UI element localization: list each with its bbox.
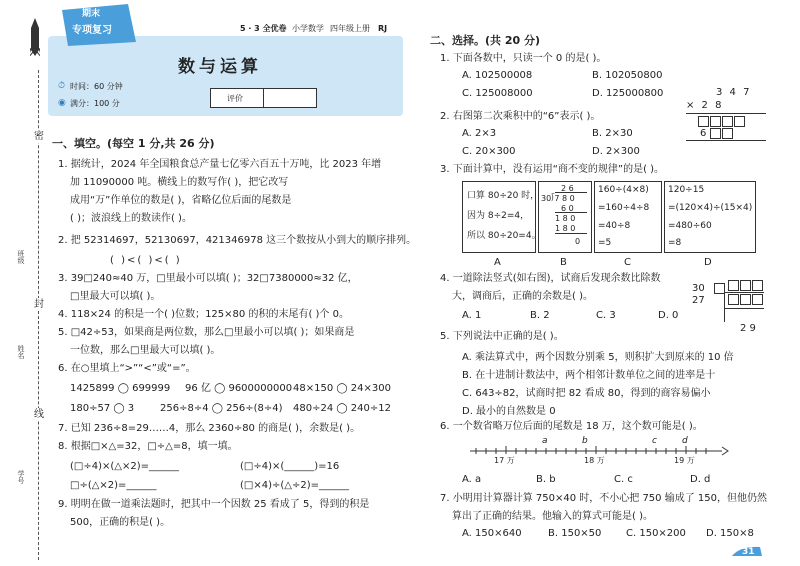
p2-q4-line2: 大，调商后，正确的余数是( )。	[452, 291, 593, 302]
p2-q4-opt-d: D. 0	[658, 310, 679, 321]
p1-q1-line2: 加 11090000 吨。横线上的数写作( )，把它改写	[70, 177, 289, 188]
point-a: a	[542, 436, 548, 446]
time-label: 时间：60 分钟	[70, 82, 123, 91]
p2-q2: 2. 右图第二次乘积中的“6”表示( )。	[440, 111, 601, 122]
page-number-badge	[730, 544, 764, 560]
score-label: 满分：100 分	[70, 99, 120, 108]
fig-digit-six: 6	[700, 128, 707, 139]
p1-q4: 4. 118×24 的积是一个( )位数；125×80 的积的末尾有( )个 0。	[58, 309, 349, 320]
p2-q6-opt-c: C. c	[614, 474, 633, 485]
p1-q6-r1c2: 96 亿 ◯ 9600000000	[185, 383, 293, 394]
p2-q2-opt-a: A. 2×3	[462, 128, 497, 139]
point-c: c	[652, 436, 657, 446]
p2-q7-line1: 7. 小明用计算器计算 750×40 时，不小心把 750 输成了 150，但他仍然	[440, 493, 767, 504]
p1-q6: 6. 在○里填上“>”“<”或“=”。	[58, 363, 196, 374]
p2-q4-figure: 30 27 2 9	[692, 280, 764, 336]
p2-q5-opt-a: A. 乘法算式中，两个因数分别乘 5，则积扩大到原来的 10 倍	[462, 352, 734, 363]
topic-badge	[58, 2, 138, 48]
evaluation-label: 评价	[227, 94, 243, 103]
p2-q7-opt-a: A. 150×640	[462, 528, 522, 539]
part1-heading: 一、填空。(每空 1 分,共 26 分)	[52, 137, 215, 150]
p2-q7-line2: 算出了正确的结果。他输入的算式可能是( )。	[452, 511, 653, 522]
p2-q2-opt-b: B. 2×30	[592, 128, 633, 139]
p1-q6-r2c1: 180÷57 ◯ 3	[70, 403, 135, 414]
p1-q8-r1c2: (□÷4)×(______)=16	[240, 461, 340, 472]
page-number: 31	[742, 547, 755, 557]
score-icon: ◉	[58, 98, 66, 108]
p2-q2-figure	[676, 86, 766, 150]
page-title: 数与运算	[178, 57, 262, 77]
p2-q4-opt-a: A. 1	[462, 310, 482, 321]
p2-q3-box-b: 2 6 30⟌7 8 0 6 0 1 8 0 1 8 0 0	[538, 181, 592, 253]
p2-q6-opt-d: D. d	[690, 474, 711, 485]
p2-q6-opt-b: B. b	[536, 474, 556, 485]
p2-q2-opt-c: C. 20×300	[462, 146, 516, 157]
p2-q1-opt-a: A. 102500008	[462, 70, 533, 81]
binding-line	[38, 70, 39, 560]
p2-q3-label-b: B	[560, 257, 567, 268]
fig-top-number: 3 4 7	[716, 87, 752, 98]
p2-q7-opt-d: D. 150×8	[706, 528, 754, 539]
p1-q2-line1: 2. 把 52314697，52130697，421346978 这三个数按从小到大的顺序排列。	[58, 235, 417, 246]
p1-q3-line2: □里最大可以填( )。	[70, 291, 161, 302]
p2-q6-number-line	[470, 437, 730, 467]
p2-q1-opt-b: B. 102050800	[592, 70, 663, 81]
p1-q8-r2c1: □÷(△×2)=______	[70, 480, 157, 491]
subject-label: 小学数学	[292, 24, 324, 33]
p2-q5-opt-d: D. 最小的自然数是 0	[462, 406, 556, 417]
p1-q2-line2: ( )<( )<( )	[110, 255, 182, 266]
p1-q5-line1: 5. □42÷53，如果商是两位数，那么□里最小可以填( )；如果商是	[58, 327, 355, 338]
binding-label-class: 班级	[17, 250, 25, 264]
p1-q6-r2c2: 256÷8÷4 ◯ 256÷(8÷4)	[160, 403, 283, 414]
p1-q8-r2c2: (□×4)÷(△÷2)=______	[240, 480, 349, 491]
p1-q6-r1c3: 48×150 ◯ 24×300	[293, 383, 391, 394]
clock-icon: ⏱	[58, 81, 66, 91]
p1-q9-line1: 9. 明明在做一道乘法题时，把其中一个因数 25 看成了 5，得到的积是	[58, 499, 370, 510]
p2-q3-box-d: 120÷15 =(120×4)÷(15×4) =480÷60 =8	[664, 181, 756, 253]
p2-q3-box-c: 160÷(4×8) =160÷4÷8 =40÷8 =5	[594, 181, 662, 253]
p2-q7-opt-c: C. 150×200	[626, 528, 686, 539]
evaluation-box	[210, 88, 317, 108]
point-b: b	[582, 436, 588, 446]
p2-q3-label-d: D	[704, 257, 712, 268]
p1-q6-r2c3: 480÷24 ◯ 240÷12	[293, 403, 391, 414]
p1-q5-line2: 一位数，那么□里最大可以填( )。	[70, 345, 221, 356]
p2-q3-box-a: 口算 80÷20 时， 因为 8÷2=4， 所以 80÷20=4。	[462, 181, 536, 253]
p2-q5: 5. 下列说法中正确的是( )。	[440, 331, 564, 342]
fig-multiplier: × 2 8	[686, 100, 724, 111]
part2-heading: 二、选择。(共 20 分)	[430, 34, 541, 47]
point-d: d	[682, 436, 688, 446]
p1-q7: 7. 已知 236÷8=29……4，那么 2360÷80 的商是( )，余数是( )。	[58, 423, 361, 434]
p2-q6-opt-a: A. a	[462, 474, 482, 485]
series-label: 5 · 3 全优卷	[240, 24, 287, 33]
p1-q3-line1: 3. 39□240≈40 万，□里最小可以填( )；32□7380000≈32 亿，	[58, 273, 358, 284]
p1-q1-line3: 成用“万”作单位的数是( )，省略亿位后面的尾数是	[70, 195, 292, 206]
p2-q6: 6. 一个数省略万位后面的尾数是 18 万，这个数可能是( )。	[440, 421, 703, 432]
tick-19: 19 万	[674, 456, 695, 465]
p2-q3: 3. 下面计算中，没有运用“商不变的规律”的是( )。	[440, 164, 665, 175]
binding-label-name: 姓名	[17, 345, 25, 359]
p2-q2-opt-d: D. 2×300	[592, 146, 640, 157]
badge-line-1: 期末	[82, 9, 101, 19]
grade-label: 四年级上册	[330, 24, 370, 33]
p1-q1-line4: ( )；波浪线上的数读作( )。	[70, 213, 192, 224]
p2-q7-opt-b: B. 150×50	[548, 528, 602, 539]
p2-q3-label-a: A	[494, 257, 501, 268]
tick-18: 18 万	[584, 456, 605, 465]
binding-label-id: 学号	[17, 470, 25, 484]
p1-q9-line2: 500，正确的积是( )。	[70, 517, 171, 528]
binding-label-feng: 封	[34, 299, 44, 310]
p2-q1-opt-c: C. 125008000	[462, 88, 533, 99]
p2-q1-opt-d: D. 125000800	[592, 88, 664, 99]
badge-line-2: 专项复习	[72, 25, 112, 36]
p2-q5-opt-c: C. 643÷82，试商时把 82 看成 80，得到的商容易偏小	[462, 388, 711, 399]
edition-label: RJ	[378, 24, 388, 33]
p2-q4-line1: 4. 一道除法竖式(如右图)，试商后发现余数比除数	[440, 273, 661, 284]
binding-label-xian: 线	[34, 409, 44, 420]
p1-q1-line1: 1. 据统计，2024 年全国粮食总产量七亿零六百五十万吨，比 2023 年增	[58, 159, 382, 170]
p2-q3-label-c: C	[624, 257, 631, 268]
p2-q4-opt-b: B. 2	[530, 310, 550, 321]
binding-label-mi: 密	[34, 131, 44, 142]
p2-q5-opt-b: B. 在十进制计数法中，两个相邻计数单位之间的进率是十	[462, 370, 716, 381]
p2-q1: 1. 下面各数中，只读一个 0 的是( )。	[440, 53, 607, 64]
tick-17: 17 万	[494, 456, 515, 465]
p1-q6-r1c1: 1425899 ◯ 699999	[70, 383, 171, 394]
p1-q8-r1c1: (□÷4)×(△×2)=______	[70, 461, 179, 472]
p2-q4-opt-c: C. 3	[596, 310, 616, 321]
rocket-icon	[30, 18, 40, 62]
p1-q8: 8. 根据□×△=32，□÷△=8，填一填。	[58, 441, 238, 452]
